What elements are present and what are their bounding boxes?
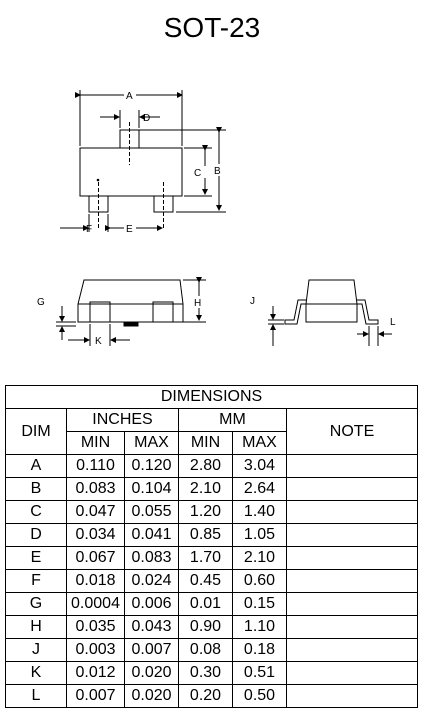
mm-max-cell: 0.15 bbox=[233, 593, 287, 616]
note-cell bbox=[287, 524, 418, 547]
dimensions-table bbox=[5, 385, 418, 708]
dim-cell: K bbox=[6, 662, 67, 685]
label-B: B bbox=[214, 166, 221, 177]
label-F: F bbox=[86, 224, 93, 235]
label-D: D bbox=[143, 113, 151, 124]
inches-min-cell: 0.034 bbox=[67, 524, 125, 547]
label-C: C bbox=[194, 168, 202, 179]
note-cell bbox=[287, 455, 418, 478]
dim-cell: D bbox=[6, 524, 67, 547]
mm-max-cell: 2.10 bbox=[233, 547, 287, 570]
mm-min-cell: 0.85 bbox=[179, 524, 233, 547]
note-cell bbox=[287, 478, 418, 501]
mm-min-cell: 0.01 bbox=[179, 593, 233, 616]
mm-max-cell: 1.05 bbox=[233, 524, 287, 547]
table-row bbox=[6, 685, 418, 708]
dim-cell: B bbox=[6, 478, 67, 501]
top-view bbox=[60, 90, 226, 232]
mm-min-cell: 0.30 bbox=[179, 662, 233, 685]
label-H: H bbox=[194, 298, 202, 309]
inches-min-cell: 0.083 bbox=[67, 478, 125, 501]
mm-min-cell: 0.08 bbox=[179, 639, 233, 662]
note-cell bbox=[287, 616, 418, 639]
end-view bbox=[268, 280, 392, 346]
mm-header: MM bbox=[179, 409, 287, 432]
dim-cell: C bbox=[6, 501, 67, 524]
label-E: E bbox=[126, 224, 133, 235]
table-heading: DIMENSIONS bbox=[6, 386, 418, 409]
inches-min-cell: 0.012 bbox=[67, 662, 125, 685]
inches-max-cell: 0.041 bbox=[125, 524, 179, 547]
side-body bbox=[78, 280, 183, 322]
dim-cell: J bbox=[6, 639, 67, 662]
mm-min-cell: 1.20 bbox=[179, 501, 233, 524]
inches-min-cell: 0.007 bbox=[67, 685, 125, 708]
inches-min-cell: 0.003 bbox=[67, 639, 125, 662]
inches-header: INCHES bbox=[67, 409, 179, 432]
inches-min-cell: 0.047 bbox=[67, 501, 125, 524]
mm-min-cell: 1.70 bbox=[179, 547, 233, 570]
mm-min-header: MIN bbox=[179, 432, 233, 455]
dim-cell: E bbox=[6, 547, 67, 570]
mm-max-cell: 0.50 bbox=[233, 685, 287, 708]
label-K: K bbox=[95, 336, 102, 347]
top-pin bbox=[120, 130, 139, 148]
inches-max-cell: 0.043 bbox=[125, 616, 179, 639]
dim-cell: H bbox=[6, 616, 67, 639]
inches-max-header: MAX bbox=[125, 432, 179, 455]
note-cell bbox=[287, 662, 418, 685]
mm-max-cell: 0.51 bbox=[233, 662, 287, 685]
end-body bbox=[306, 280, 357, 322]
inches-min-cell: 0.110 bbox=[67, 455, 125, 478]
end-left-lead bbox=[285, 300, 306, 324]
dim-cell: F bbox=[6, 570, 67, 593]
dim-cell: A bbox=[6, 455, 67, 478]
note-cell bbox=[287, 570, 418, 593]
mm-max-cell: 2.64 bbox=[233, 478, 287, 501]
table-row bbox=[6, 639, 418, 662]
mm-min-cell: 0.20 bbox=[179, 685, 233, 708]
label-A: A bbox=[126, 91, 133, 102]
note-cell bbox=[287, 501, 418, 524]
end-right-lead bbox=[357, 300, 378, 324]
inches-max-cell: 0.083 bbox=[125, 547, 179, 570]
dim-cell: G bbox=[6, 593, 67, 616]
mm-max-header: MAX bbox=[233, 432, 287, 455]
note-cell bbox=[287, 547, 418, 570]
table-row bbox=[6, 570, 418, 593]
inches-min-header: MIN bbox=[67, 432, 125, 455]
mm-max-cell: 1.40 bbox=[233, 501, 287, 524]
note-cell bbox=[287, 639, 418, 662]
mm-min-cell: 0.90 bbox=[179, 616, 233, 639]
table-row bbox=[6, 547, 418, 570]
mm-max-cell: 1.10 bbox=[233, 616, 287, 639]
mm-max-cell: 0.18 bbox=[233, 639, 287, 662]
mm-max-cell: 0.60 bbox=[233, 570, 287, 593]
inches-min-cell: 0.018 bbox=[67, 570, 125, 593]
inches-max-cell: 0.055 bbox=[125, 501, 179, 524]
mm-min-cell: 2.10 bbox=[179, 478, 233, 501]
table-row bbox=[6, 593, 418, 616]
table-row bbox=[6, 455, 418, 478]
note-header: NOTE bbox=[287, 409, 418, 455]
inches-min-cell: 0.0004 bbox=[67, 593, 125, 616]
side-center-lead bbox=[124, 322, 138, 326]
body-outline bbox=[80, 148, 182, 196]
label-G: G bbox=[37, 297, 45, 308]
side-left-lead bbox=[90, 302, 110, 322]
mm-min-cell: 2.80 bbox=[179, 455, 233, 478]
table-row bbox=[6, 616, 418, 639]
label-J: J bbox=[250, 296, 255, 307]
note-cell bbox=[287, 685, 418, 708]
mm-min-cell: 0.45 bbox=[179, 570, 233, 593]
inches-max-cell: 0.020 bbox=[125, 685, 179, 708]
dim-cell: L bbox=[6, 685, 67, 708]
label-L: L bbox=[390, 317, 396, 328]
inches-max-cell: 0.120 bbox=[125, 455, 179, 478]
inches-max-cell: 0.104 bbox=[125, 478, 179, 501]
table-row bbox=[6, 662, 418, 685]
side-right-lead bbox=[153, 302, 173, 322]
table-row bbox=[6, 501, 418, 524]
inches-max-cell: 0.007 bbox=[125, 639, 179, 662]
table-row bbox=[6, 524, 418, 547]
side-view bbox=[56, 280, 206, 346]
inches-max-cell: 0.006 bbox=[125, 593, 179, 616]
inches-max-cell: 0.020 bbox=[125, 662, 179, 685]
package-title: SOT-23 bbox=[163, 12, 261, 43]
inches-min-cell: 0.035 bbox=[67, 616, 125, 639]
dim-header: DIM bbox=[6, 409, 67, 455]
note-cell bbox=[287, 593, 418, 616]
dimension-rows bbox=[6, 455, 418, 708]
table-row bbox=[6, 478, 418, 501]
mm-max-cell: 3.04 bbox=[233, 455, 287, 478]
inches-max-cell: 0.024 bbox=[125, 570, 179, 593]
inches-min-cell: 0.067 bbox=[67, 547, 125, 570]
